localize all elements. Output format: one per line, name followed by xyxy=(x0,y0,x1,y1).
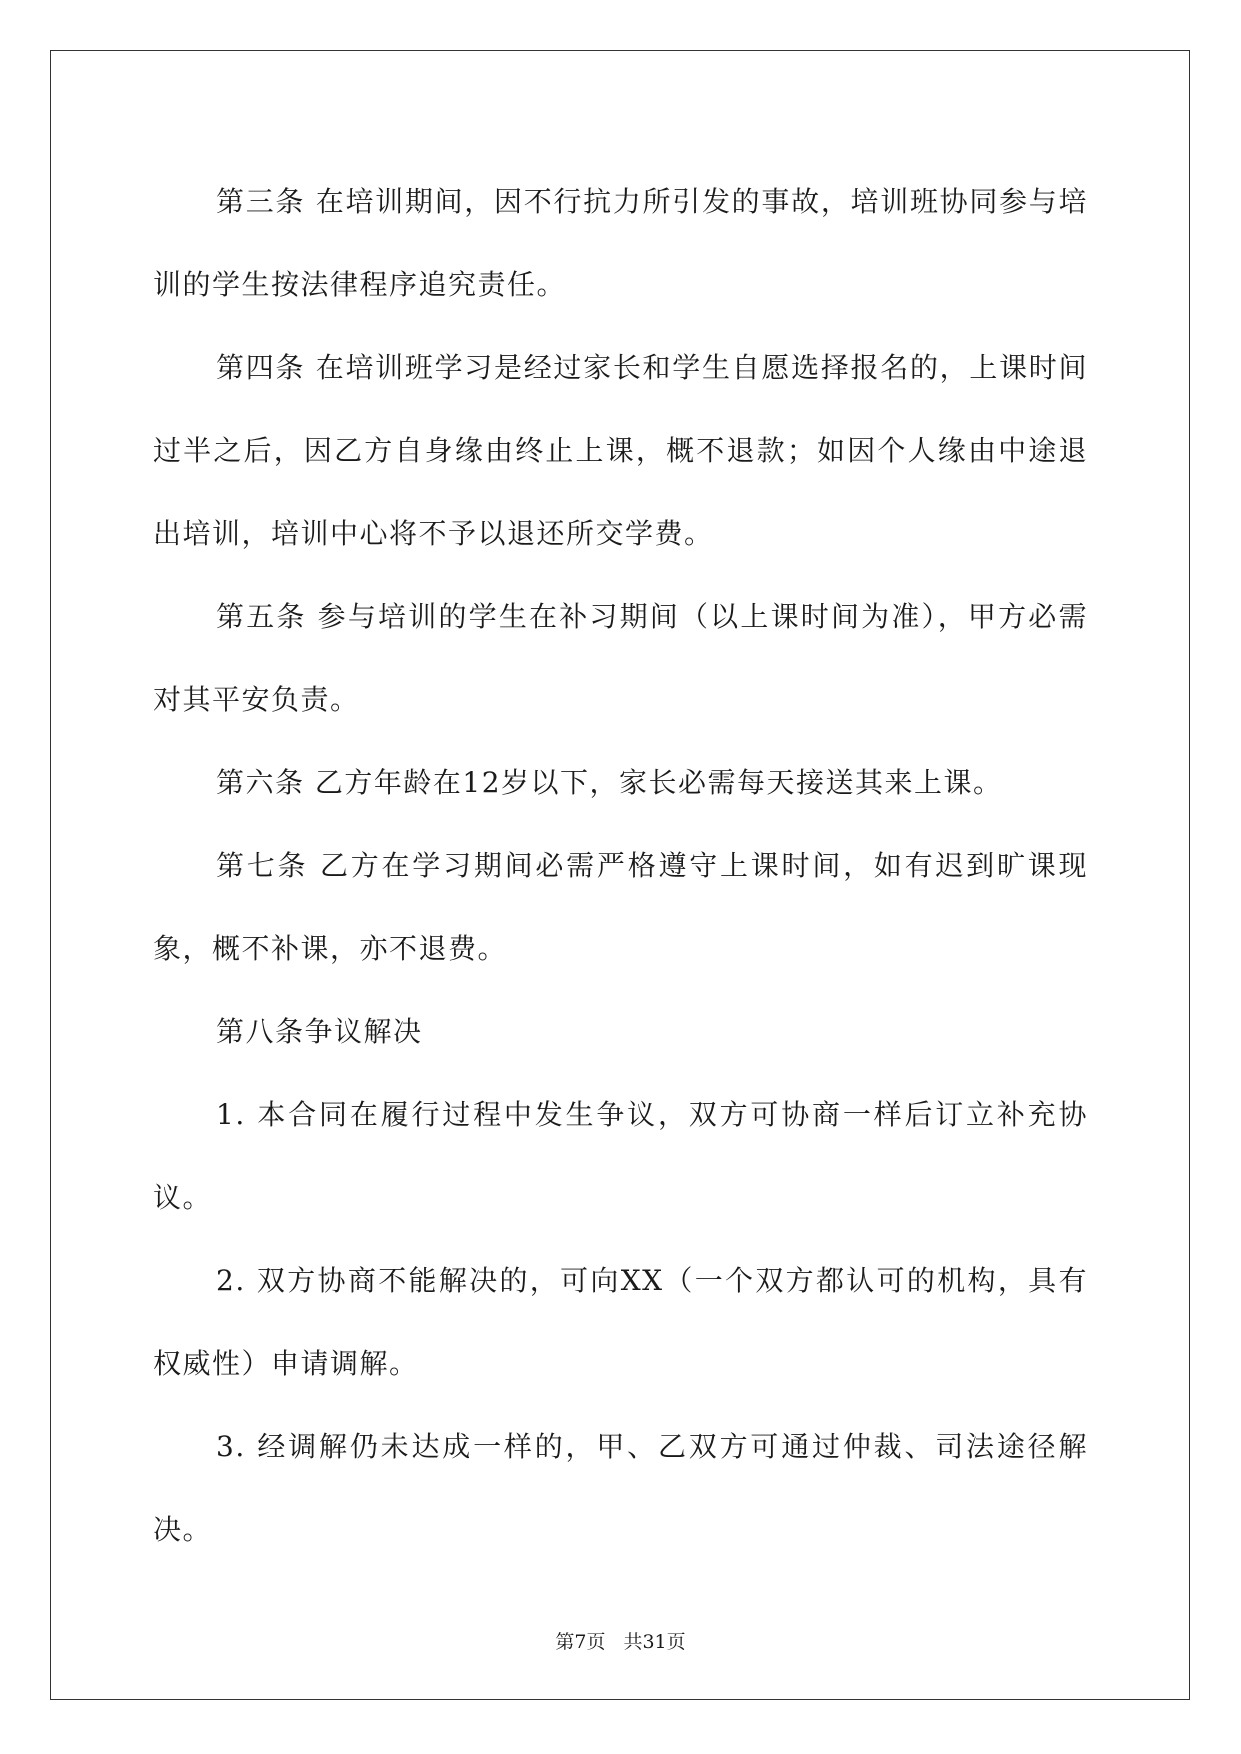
clause-6: 第六条 乙方年龄在12岁以下，家长必需每天接送其来上课。 xyxy=(216,766,1003,799)
clause-4: 第四条 在培训班学习是经过家长和学生自愿选择报名的，上课时间过半之后，因乙方自身缘由终止上课，概不退款；如因个人缘由中途退出培训，培训中心将不予以退还所交学费。 xyxy=(153,351,1088,550)
clause-7: 第七条 乙方在学习期间必需严格遵守上课时间，如有迟到旷课现象，概不补课，亦不退费。 xyxy=(153,849,1088,965)
page-footer xyxy=(0,1630,1241,1654)
clause-8-heading: 第八条争议解决 xyxy=(216,1015,423,1048)
clause-8-item-3: 3. 经调解仍未达成一样的，甲、乙双方可通过仲裁、司法途径解决。 xyxy=(153,1430,1088,1546)
document-body xyxy=(153,160,1088,1571)
clause-3: 第三条 在培训期间，因不行抗力所引发的事故，培训班协同参与培训的学生按法律程序追究责任。 xyxy=(153,185,1088,301)
clause-8-item-1: 1. 本合同在履行过程中发生争议，双方可协商一样后订立补充协议。 xyxy=(153,1098,1088,1214)
total-page-count: 共31页 xyxy=(623,1631,686,1653)
clause-5: 第五条 参与培训的学生在补习期间（以上课时间为准），甲方必需对其平安负责。 xyxy=(153,600,1088,716)
current-page-number: 第7页 xyxy=(555,1631,606,1653)
clause-8-item-2: 2. 双方协商不能解决的，可向XX（一个双方都认可的机构，具有权威性）申请调解。 xyxy=(153,1264,1088,1380)
